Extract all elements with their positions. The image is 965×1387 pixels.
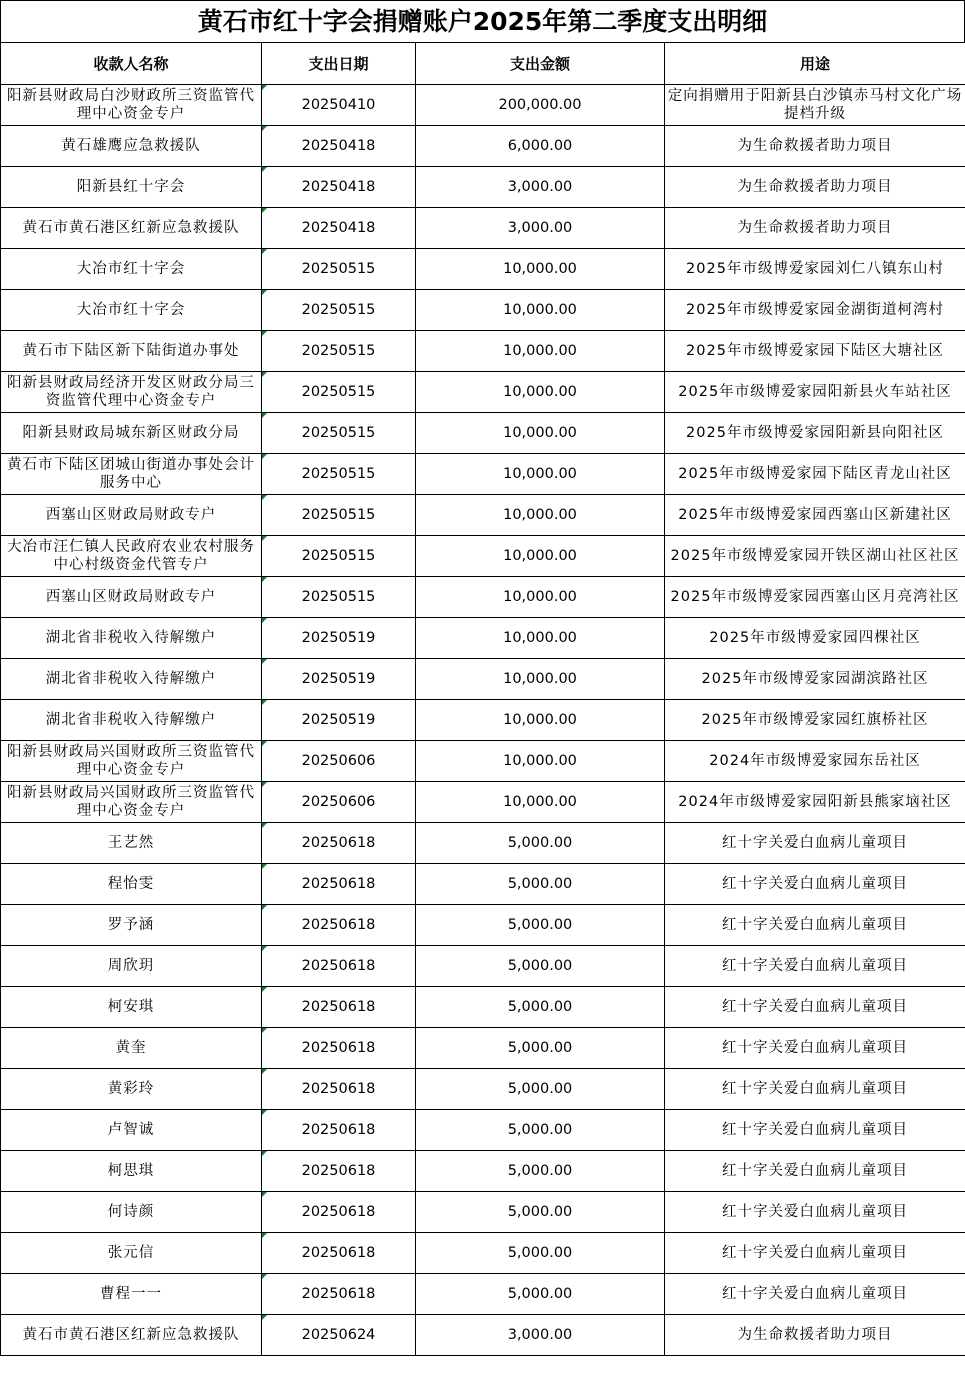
table-row xyxy=(1,413,965,454)
cell-date[interactable]: 20250515 xyxy=(262,290,416,331)
cell-purpose[interactable]: 为生命救援者助力项目 xyxy=(665,167,965,208)
cell-recipient[interactable]: 湖北省非税收入待解缴户 xyxy=(1,618,262,659)
cell-amount[interactable]: 10,000.00 xyxy=(416,577,665,618)
table-row xyxy=(1,85,965,126)
cell-purpose[interactable]: 2025年市级博爱家园西塞山区月亮湾社区 xyxy=(665,577,965,618)
cell-recipient[interactable]: 阳新县财政局经济开发区财政分局三资监管代理中心资金专户 xyxy=(1,372,262,413)
cell-recipient[interactable]: 西塞山区财政局财政专户 xyxy=(1,577,262,618)
cell-purpose[interactable]: 2025年市级博爱家园金湖街道柯湾村 xyxy=(665,290,965,331)
cell-recipient[interactable]: 王艺然 xyxy=(1,823,262,864)
table-row xyxy=(1,208,965,249)
table-row xyxy=(1,331,965,372)
table-row xyxy=(1,782,965,823)
cell-date[interactable]: 20250515 xyxy=(262,536,416,577)
cell-date[interactable]: 20250618 xyxy=(262,823,416,864)
cell-amount[interactable]: 5,000.00 xyxy=(416,905,665,946)
cell-amount[interactable]: 5,000.00 xyxy=(416,1028,665,1069)
cell-amount[interactable]: 10,000.00 xyxy=(416,741,665,782)
cell-date[interactable]: 20250618 xyxy=(262,946,416,987)
cell-purpose[interactable]: 红十字关爱白血病儿童项目 xyxy=(665,1192,965,1233)
cell-purpose[interactable]: 定向捐赠用于阳新县白沙镇赤马村文化广场提档升级 xyxy=(665,85,965,126)
table-row xyxy=(1,372,965,413)
cell-amount[interactable]: 10,000.00 xyxy=(416,618,665,659)
cell-amount[interactable]: 10,000.00 xyxy=(416,495,665,536)
cell-purpose[interactable]: 2025年市级博爱家园下陆区大塘社区 xyxy=(665,331,965,372)
table-row xyxy=(1,1274,965,1315)
cell-date[interactable]: 20250515 xyxy=(262,249,416,290)
cell-recipient[interactable]: 大冶市红十字会 xyxy=(1,249,262,290)
table-row xyxy=(1,454,965,495)
header-row xyxy=(1,43,965,85)
cell-date[interactable]: 20250618 xyxy=(262,1192,416,1233)
cell-recipient[interactable]: 湖北省非税收入待解缴户 xyxy=(1,659,262,700)
table-row xyxy=(1,987,965,1028)
table-body xyxy=(1,85,965,1356)
cell-date[interactable]: 20250606 xyxy=(262,741,416,782)
table-row xyxy=(1,536,965,577)
cell-purpose[interactable]: 红十字关爱白血病儿童项目 xyxy=(665,987,965,1028)
cell-date[interactable]: 20250515 xyxy=(262,413,416,454)
page-title: 黄石市红十字会捐赠账户2025年第二季度支出明细 xyxy=(0,0,965,42)
cell-purpose[interactable]: 红十字关爱白血病儿童项目 xyxy=(665,1274,965,1315)
cell-date[interactable]: 20250618 xyxy=(262,864,416,905)
cell-recipient[interactable]: 周欣玥 xyxy=(1,946,262,987)
cell-date[interactable]: 20250618 xyxy=(262,1069,416,1110)
cell-amount[interactable]: 5,000.00 xyxy=(416,946,665,987)
cell-amount[interactable]: 10,000.00 xyxy=(416,290,665,331)
cell-purpose[interactable]: 2025年市级博爱家园刘仁八镇东山村 xyxy=(665,249,965,290)
cell-recipient[interactable]: 黄彩玲 xyxy=(1,1069,262,1110)
cell-date[interactable]: 20250515 xyxy=(262,577,416,618)
cell-amount[interactable]: 10,000.00 xyxy=(416,700,665,741)
cell-recipient[interactable]: 阳新县红十字会 xyxy=(1,167,262,208)
cell-date[interactable]: 20250618 xyxy=(262,1028,416,1069)
table-row xyxy=(1,167,965,208)
table-row xyxy=(1,1028,965,1069)
cell-purpose[interactable]: 为生命救援者助力项目 xyxy=(665,208,965,249)
cell-date[interactable]: 20250519 xyxy=(262,659,416,700)
cell-purpose[interactable]: 2025年市级博爱家园下陆区青龙山社区 xyxy=(665,454,965,495)
cell-date[interactable]: 20250515 xyxy=(262,495,416,536)
cell-purpose[interactable]: 2025年市级博爱家园西塞山区新建社区 xyxy=(665,495,965,536)
cell-date[interactable]: 20250515 xyxy=(262,454,416,495)
cell-date[interactable]: 20250418 xyxy=(262,126,416,167)
cell-recipient[interactable]: 黄石市下陆区新下陆街道办事处 xyxy=(1,331,262,372)
table-row xyxy=(1,905,965,946)
cell-amount[interactable]: 5,000.00 xyxy=(416,1110,665,1151)
table-row xyxy=(1,618,965,659)
cell-recipient[interactable]: 阳新县财政局白沙财政所三资监管代理中心资金专户 xyxy=(1,85,262,126)
cell-date[interactable]: 20250515 xyxy=(262,331,416,372)
cell-recipient[interactable]: 黄石雄鹰应急救援队 xyxy=(1,126,262,167)
cell-purpose[interactable]: 2025年市级博爱家园四棵社区 xyxy=(665,618,965,659)
cell-date[interactable]: 20250418 xyxy=(262,167,416,208)
cell-purpose[interactable]: 红十字关爱白血病儿童项目 xyxy=(665,1110,965,1151)
cell-recipient[interactable]: 曹程一一 xyxy=(1,1274,262,1315)
table-row xyxy=(1,1151,965,1192)
cell-recipient[interactable]: 黄石市黄石港区红新应急救援队 xyxy=(1,208,262,249)
cell-purpose[interactable]: 红十字关爱白血病儿童项目 xyxy=(665,946,965,987)
cell-recipient[interactable]: 湖北省非税收入待解缴户 xyxy=(1,700,262,741)
cell-date[interactable]: 20250410 xyxy=(262,85,416,126)
table-row xyxy=(1,1192,965,1233)
cell-recipient[interactable]: 黄石市黄石港区红新应急救援队 xyxy=(1,1315,262,1356)
cell-amount[interactable]: 6,000.00 xyxy=(416,126,665,167)
cell-recipient[interactable]: 黄石市下陆区团城山街道办事处会计服务中心 xyxy=(1,454,262,495)
cell-purpose[interactable]: 2025年市级博爱家园红旗桥社区 xyxy=(665,700,965,741)
cell-recipient[interactable]: 西塞山区财政局财政专户 xyxy=(1,495,262,536)
cell-date[interactable]: 20250618 xyxy=(262,987,416,1028)
cell-purpose[interactable]: 为生命救援者助力项目 xyxy=(665,126,965,167)
cell-amount[interactable]: 10,000.00 xyxy=(416,249,665,290)
cell-amount[interactable]: 10,000.00 xyxy=(416,454,665,495)
table-row xyxy=(1,1233,965,1274)
cell-purpose[interactable]: 2025年市级博爱家园湖滨路社区 xyxy=(665,659,965,700)
expense-table xyxy=(0,42,965,1356)
cell-amount[interactable]: 5,000.00 xyxy=(416,1192,665,1233)
cell-amount[interactable]: 10,000.00 xyxy=(416,372,665,413)
cell-purpose[interactable]: 红十字关爱白血病儿童项目 xyxy=(665,1069,965,1110)
header-amount: 支出金额 xyxy=(416,43,665,85)
table-row xyxy=(1,1069,965,1110)
cell-recipient[interactable]: 程怡雯 xyxy=(1,864,262,905)
cell-purpose[interactable]: 红十字关爱白血病儿童项目 xyxy=(665,1233,965,1274)
cell-recipient[interactable]: 罗予涵 xyxy=(1,905,262,946)
cell-amount[interactable]: 3,000.00 xyxy=(416,1315,665,1356)
cell-purpose[interactable]: 为生命救援者助力项目 xyxy=(665,1315,965,1356)
cell-purpose[interactable]: 2024年市级博爱家园阳新县熊家垴社区 xyxy=(665,782,965,823)
cell-date[interactable]: 20250418 xyxy=(262,208,416,249)
table-row xyxy=(1,126,965,167)
cell-purpose[interactable]: 2025年市级博爱家园开铁区湖山社区社区 xyxy=(665,536,965,577)
cell-purpose[interactable]: 红十字关爱白血病儿童项目 xyxy=(665,1151,965,1192)
cell-recipient[interactable]: 阳新县财政局兴国财政所三资监管代理中心资金专户 xyxy=(1,741,262,782)
cell-date[interactable]: 20250618 xyxy=(262,1274,416,1315)
cell-purpose[interactable]: 红十字关爱白血病儿童项目 xyxy=(665,823,965,864)
cell-purpose[interactable]: 2025年市级博爱家园阳新县向阳社区 xyxy=(665,413,965,454)
cell-purpose[interactable]: 红十字关爱白血病儿童项目 xyxy=(665,864,965,905)
cell-recipient[interactable]: 卢智诚 xyxy=(1,1110,262,1151)
cell-amount[interactable]: 5,000.00 xyxy=(416,823,665,864)
cell-recipient[interactable]: 阳新县财政局兴国财政所三资监管代理中心资金专户 xyxy=(1,782,262,823)
cell-amount[interactable]: 5,000.00 xyxy=(416,987,665,1028)
cell-purpose[interactable]: 2024年市级博爱家园东岳社区 xyxy=(665,741,965,782)
table-row xyxy=(1,659,965,700)
cell-amount[interactable]: 10,000.00 xyxy=(416,782,665,823)
cell-date[interactable]: 20250618 xyxy=(262,905,416,946)
table-row xyxy=(1,823,965,864)
cell-recipient[interactable]: 何诗颜 xyxy=(1,1192,262,1233)
cell-recipient[interactable]: 张元信 xyxy=(1,1233,262,1274)
cell-recipient[interactable]: 大冶市汪仁镇人民政府农业农村服务中心村级资金代管专户 xyxy=(1,536,262,577)
cell-amount[interactable]: 10,000.00 xyxy=(416,331,665,372)
header-purpose: 用途 xyxy=(665,43,965,85)
table-row xyxy=(1,249,965,290)
cell-date[interactable]: 20250519 xyxy=(262,618,416,659)
table-row xyxy=(1,946,965,987)
cell-amount[interactable]: 5,000.00 xyxy=(416,864,665,905)
cell-date[interactable]: 20250624 xyxy=(262,1315,416,1356)
cell-amount[interactable]: 5,000.00 xyxy=(416,1274,665,1315)
cell-date[interactable]: 20250618 xyxy=(262,1151,416,1192)
cell-recipient[interactable]: 阳新县财政局城东新区财政分局 xyxy=(1,413,262,454)
table-row xyxy=(1,1315,965,1356)
table-row xyxy=(1,700,965,741)
cell-amount[interactable]: 10,000.00 xyxy=(416,413,665,454)
cell-recipient[interactable]: 柯安琪 xyxy=(1,987,262,1028)
table-row xyxy=(1,864,965,905)
cell-recipient[interactable]: 柯思琪 xyxy=(1,1151,262,1192)
cell-amount[interactable]: 10,000.00 xyxy=(416,536,665,577)
table-row xyxy=(1,741,965,782)
cell-amount[interactable]: 3,000.00 xyxy=(416,167,665,208)
cell-date[interactable]: 20250606 xyxy=(262,782,416,823)
cell-amount[interactable]: 3,000.00 xyxy=(416,208,665,249)
cell-recipient[interactable]: 大冶市红十字会 xyxy=(1,290,262,331)
cell-purpose[interactable]: 2025年市级博爱家园阳新县火车站社区 xyxy=(665,372,965,413)
cell-amount[interactable]: 10,000.00 xyxy=(416,659,665,700)
header-date: 支出日期 xyxy=(262,43,416,85)
cell-date[interactable]: 20250519 xyxy=(262,700,416,741)
cell-date[interactable]: 20250515 xyxy=(262,372,416,413)
cell-recipient[interactable]: 黄奎 xyxy=(1,1028,262,1069)
table-row xyxy=(1,495,965,536)
cell-amount[interactable]: 5,000.00 xyxy=(416,1151,665,1192)
cell-amount[interactable]: 5,000.00 xyxy=(416,1233,665,1274)
cell-amount[interactable]: 5,000.00 xyxy=(416,1069,665,1110)
cell-date[interactable]: 20250618 xyxy=(262,1233,416,1274)
cell-date[interactable]: 20250618 xyxy=(262,1110,416,1151)
table-row xyxy=(1,290,965,331)
header-recipient: 收款人名称 xyxy=(1,43,262,85)
cell-purpose[interactable]: 红十字关爱白血病儿童项目 xyxy=(665,1028,965,1069)
table-row xyxy=(1,577,965,618)
cell-amount[interactable]: 200,000.00 xyxy=(416,85,665,126)
cell-purpose[interactable]: 红十字关爱白血病儿童项目 xyxy=(665,905,965,946)
table-row xyxy=(1,1110,965,1151)
